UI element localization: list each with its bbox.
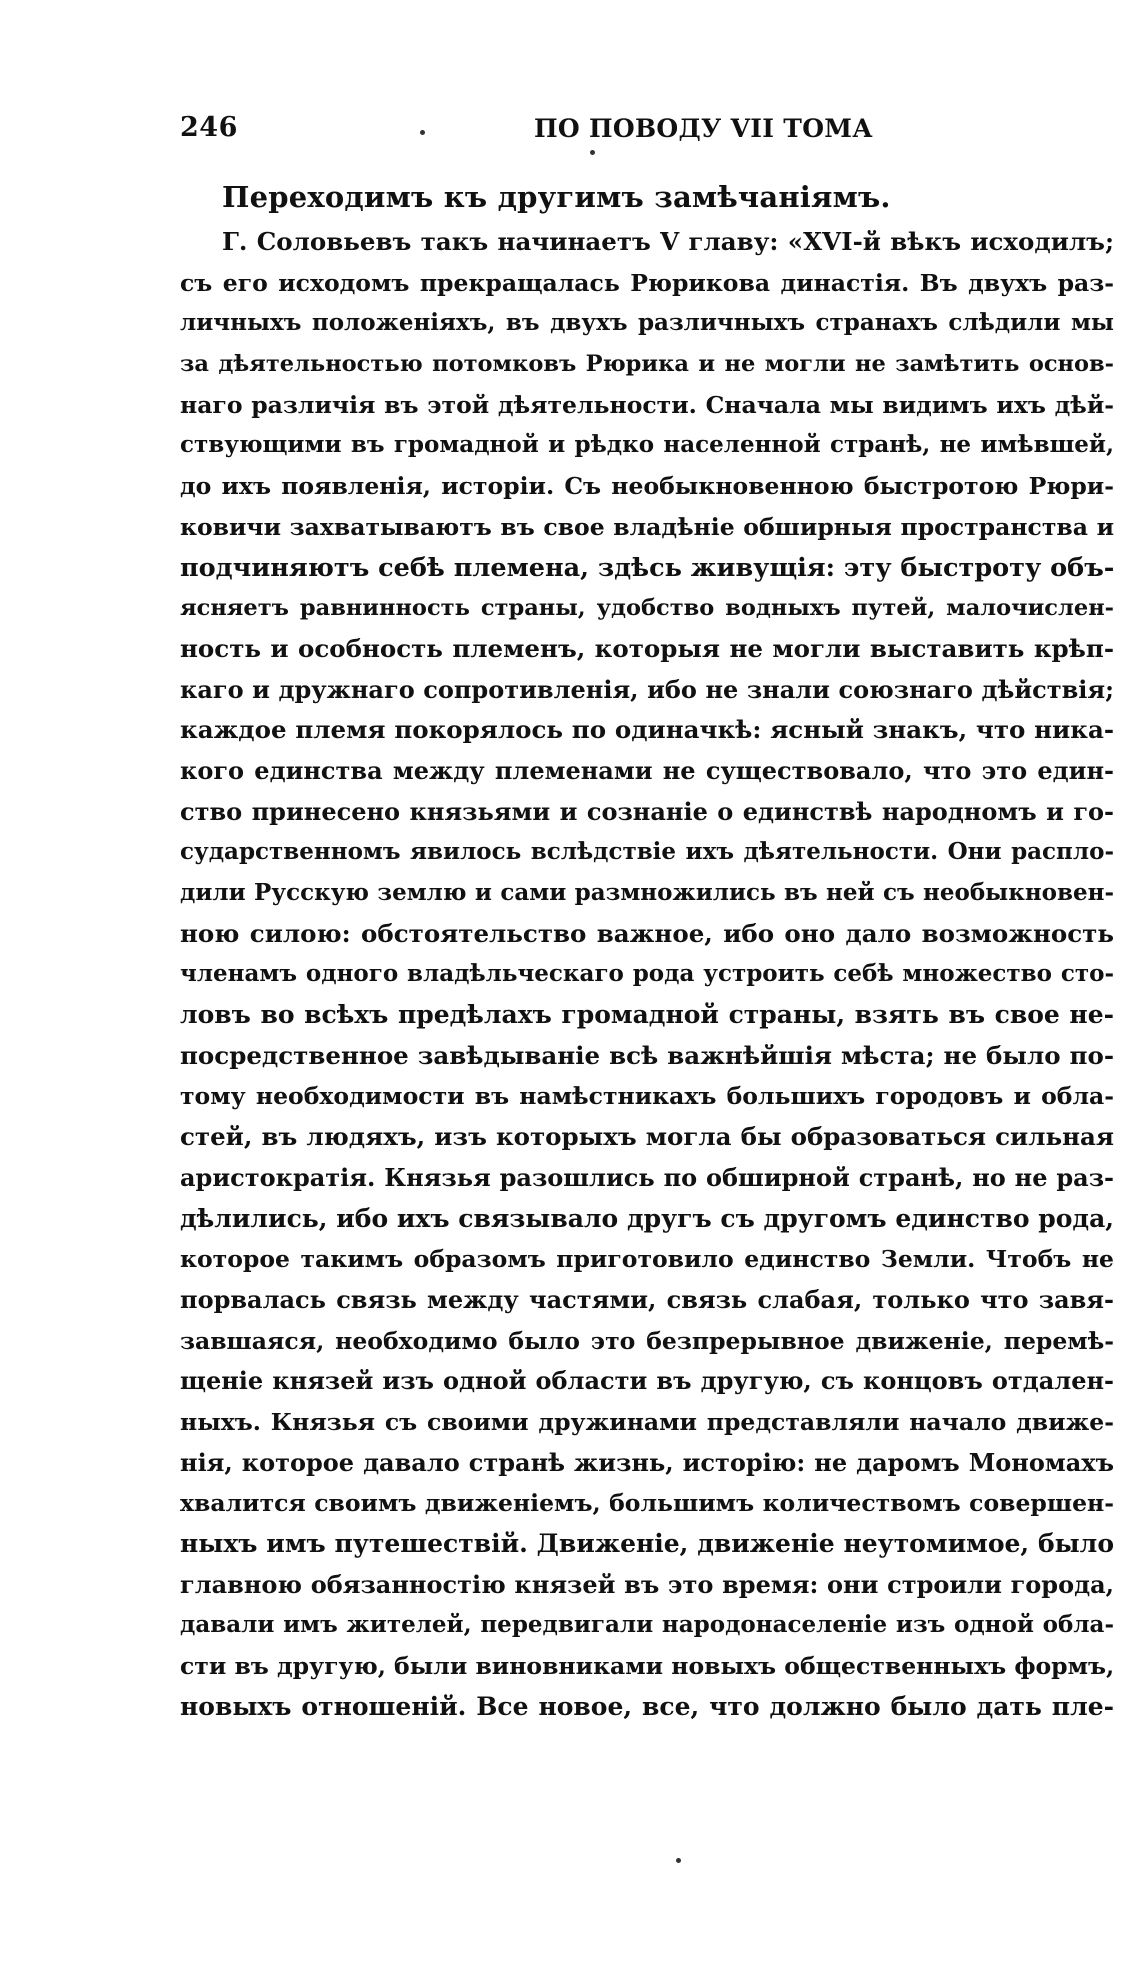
text-line: которое такимъ образомъ приготовило единство Земли. Чтобъ не xyxy=(180,1245,1114,1274)
text-line: подчиняютъ себѣ племена, здѣсь живущія: эту быстроту объ- xyxy=(180,552,1114,583)
text-line: ность и особность племенъ, которыя не могли выставить крѣп- xyxy=(180,633,1114,663)
text-line: новыхъ отношеній. Все новое, все, что должно было дать пле- xyxy=(180,1691,1114,1721)
text-line: ловъ во всѣхъ предѣлахъ громадной страны, взять въ свое не- xyxy=(180,1000,1114,1030)
print-speck xyxy=(590,150,595,155)
text-line: каго и дружнаго сопротивленія, ибо не знали союзнаго дѣйствія; xyxy=(180,674,1114,704)
text-line: съ его исходомъ прекращалась Рюрикова династія. Въ двухъ раз- xyxy=(180,268,1114,297)
running-title: ПО ПОВОДУ VII ТОМА xyxy=(534,114,873,143)
text-line: за дѣятельностью потомковъ Рюрика и не могли не замѣтить основ- xyxy=(180,351,1114,378)
text-line: ство принесено князьями и сознаніе о единствѣ народномъ и го- xyxy=(180,796,1114,826)
text-line: стей, въ людяхъ, изъ которыхъ могла бы образоваться сильная xyxy=(180,1122,1114,1152)
text-line: дили Русскую землю и сами размножились въ ней съ необыкновен- xyxy=(180,879,1114,906)
text-line: ясняетъ равнинность страны, удобство водныхъ путей, малочислен- xyxy=(180,595,1114,622)
text-line: посредственное завѣдываніе всѣ важнѣйшія мѣста; не было по- xyxy=(180,1040,1114,1070)
print-speck xyxy=(420,130,425,135)
text-line: личныхъ положеніяхъ, въ двухъ различныхъ странахъ слѣдили мы xyxy=(180,309,1114,337)
text-line: кого единства между племенами не существовало, что это един- xyxy=(180,755,1114,785)
text-line: завшаяся, необходимо было это безпрерывное движеніе, перемѣ- xyxy=(180,1326,1114,1355)
text-line: членамъ одного владѣльческаго рода устроить себѣ множество сто- xyxy=(180,960,1114,988)
text-line: щеніе князей изъ одной области въ другую, съ концовъ отдален- xyxy=(180,1366,1114,1396)
text-line: ныхъ. Князья съ своими дружинами представляли начало движе- xyxy=(180,1407,1114,1436)
text-line: хвалится своимъ движеніемъ, большимъ количествомъ совершен- xyxy=(180,1489,1114,1518)
text-line: аристократія. Князья разошлись по обширной странѣ, но не раз- xyxy=(180,1162,1114,1192)
text-line: давали имъ жителей, передвигали народонаселеніе изъ одной обла- xyxy=(180,1611,1114,1639)
text-line: порвалась связь между частями, связь слабая, только что завя- xyxy=(180,1284,1114,1314)
text-line: сти въ другую, были виновниками новыхъ общественныхъ формъ, xyxy=(180,1652,1114,1681)
page-number: 246 xyxy=(180,112,238,143)
text-line: ною силою: обстоятельство важное, ибо оно дало возможность xyxy=(180,918,1114,948)
text-line: ствующими въ громадной и рѣдко населенной странѣ, не имѣвшей, xyxy=(180,431,1114,459)
text-line: Г. Соловьевъ такъ начинаетъ V главу: «XVI-й вѣкъ исходилъ; xyxy=(222,227,1114,256)
text-line: каждое племя покорялось по одиначкѣ: ясный знакъ, что ника- xyxy=(180,715,1114,745)
text-line: ныхъ имъ путешествій. Движеніе, движеніе неутомимое, было xyxy=(180,1529,1114,1558)
text-line: сударственномъ явилось вслѣдствіе ихъ дѣятельности. Они распло- xyxy=(180,838,1114,866)
text-line: до ихъ появленія, исторіи. Съ необыкновенною быстротою Рюри- xyxy=(180,472,1114,501)
section-subheading: Переходимъ къ другимъ замѣчаніямъ. xyxy=(222,180,891,214)
text-line: дѣлились, ибо ихъ связывало другъ съ другомъ единство рода, xyxy=(180,1203,1114,1233)
body-text xyxy=(180,222,1114,1727)
text-line: наго различія въ этой дѣятельности. Сначала мы видимъ ихъ дѣй- xyxy=(180,390,1114,419)
text-line: ковичи захватываютъ въ свое владѣніе обширныя пространства и xyxy=(180,512,1114,541)
text-line: тому необходимости въ намѣстникахъ большихъ городовъ и обла- xyxy=(180,1082,1114,1111)
text-line: нія, которое давало странѣ жизнь, исторію: не даромъ Мономахъ xyxy=(180,1447,1114,1477)
text-line: главною обязанностію князей въ это время: они строили города, xyxy=(180,1569,1114,1599)
page-header xyxy=(180,112,1068,152)
print-speck xyxy=(676,1858,681,1863)
